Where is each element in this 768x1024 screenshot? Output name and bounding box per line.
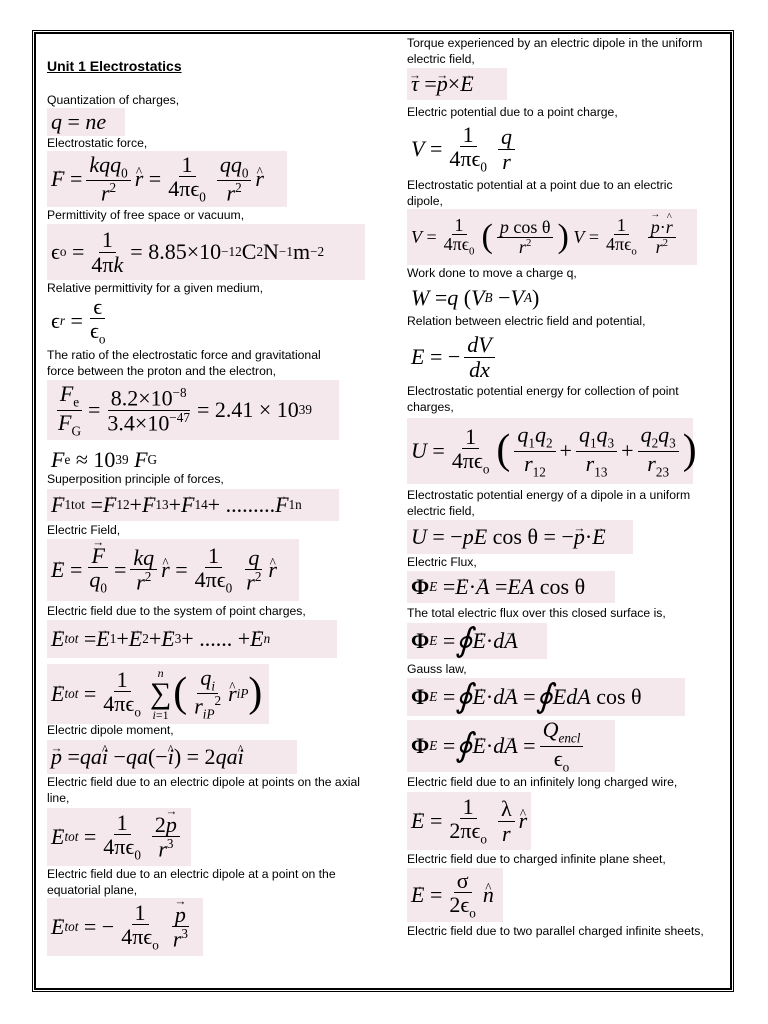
- torque-formula: → τ = → p × → E: [407, 68, 507, 100]
- gauss-label: Gauss law,: [407, 662, 467, 676]
- quantization-formula: q = ne: [47, 108, 125, 136]
- electrostatic-force-label: Electrostatic force,: [47, 136, 148, 150]
- equatorial-formula: → E tot = − $\frac{1}{4\pi\epsilon_o}$ → $\frac{p}{r^3}$: [47, 898, 203, 956]
- relative-permittivity-label: Relative permittivity for a given medium,: [47, 281, 264, 295]
- system-field-label: Electric field due to the system of point charges,: [47, 604, 306, 618]
- page-title: Unit 1 Electrostatics: [47, 58, 182, 74]
- dipole-moment-formula: → p = qa ^ i − qa (− ^ i ) = 2 qa ^ i: [47, 740, 297, 774]
- relative-permittivity-formula: ϵ r = $\frac{\epsilon}{\epsilon_o}$: [51, 294, 106, 347]
- gauss-formula-2: Φ E = ∮ → E · d → A = $\frac{Q_{encl}}{\epsilon_o}$: [407, 720, 615, 772]
- total-flux-formula: Φ E = ∮ → E · d → A: [407, 623, 547, 659]
- relation-formula: E = − $\frac{dV}{dx}$: [407, 330, 507, 384]
- ratio-approx-formula: F e ≈ 10 39 F G: [51, 447, 158, 472]
- work-formula: W = q ( V B − V A ): [411, 285, 540, 310]
- energy-collection-formula: U = $\frac{1}{4\pi\epsilon_o}$ ( $\frac{q_1q_2}{r_{12}}$ + $\frac{q_1q_3}{r_{13}}$ + $\frac{q_2q_3}{r_{23}}$ ): [407, 418, 693, 484]
- dipole-moment-label: Electric dipole moment,: [47, 723, 174, 737]
- gauss-formula-1: Φ E = ∮ → E · d → A = ∮ EdA cos θ: [407, 678, 685, 716]
- total-flux-label: The total electric flux over this closed surface is,: [407, 606, 666, 620]
- electric-field-label: Electric Field,: [47, 523, 121, 537]
- flux-formula: Φ E = → E · → A = EA cos θ: [407, 571, 615, 603]
- two-sheets-label: Electric field due to two parallel charged infinite sheets,: [407, 924, 704, 938]
- potential-point-label: Electric potential due to a point charge,: [407, 105, 618, 119]
- energy-dipole-label: Electrostatic potential energy of a dipole in a uniform electric field,: [407, 488, 691, 518]
- permittivity-label: Permittivity of free space or vacuum,: [47, 208, 245, 222]
- wire-formula: → E = $\frac{1}{2\pi\epsilon_o}$ $\frac{\lambda}{r}$ ^ r: [407, 792, 531, 850]
- plane-label: Electric field due to charged infinite plane sheet,: [407, 852, 666, 866]
- potential-dipole-formula: V = $\frac{1}{4\pi\epsilon_0}$ ( $\frac{\text{p cos θ}}{r^2}$ ) V = $\frac{1}{4\pi\epsilon_o}$ → $\frac{p\cdot\^{} r}{r^2}$: [407, 209, 697, 265]
- ratio-formula: $\frac{F_e}{F_G}$ = $\frac{8.2\times 10^{-8}}{3.4\times 10^{-47}}$ = 2.41 × 10 39: [47, 380, 339, 440]
- torque-label: Torque experienced by an electric dipole in the uniform electric field,: [407, 36, 703, 66]
- quantization-label: Quantization of charges,: [47, 93, 180, 107]
- relation-label: Relation between electric field and potential,: [407, 314, 646, 328]
- axial-label: Electric field due to an electric dipole at points on the axial line,: [47, 775, 360, 805]
- plane-formula: → E = $\frac{\sigma}{2\epsilon_o}$ ^ n: [407, 868, 503, 922]
- system-field-summation-formula: → E tot = $\frac{1}{4\pi\epsilon_o}$ n ∑ i=1 ( $\frac{q_i}{r_{iP}^2}$ ^ r iP ): [47, 664, 269, 724]
- superposition-label: Superposition principle of forces,: [47, 472, 224, 486]
- system-field-sum-formula: → E tot = → E 1 + → E 2 + → E 3 + ...... + → E n: [47, 620, 337, 658]
- equatorial-label: Electric field due to an electric dipole at a point on the equatorial plane,: [47, 867, 336, 897]
- work-label: Work done to move a charge q,: [407, 266, 577, 280]
- wire-label: Electric field due to an infinitely long charged wire,: [407, 775, 678, 789]
- energy-dipole-formula: U = − pE cos θ = − → p · → E: [407, 520, 633, 554]
- energy-collection-label: Electrostatic potential energy for collection of point charges,: [407, 384, 679, 414]
- flux-label: Electric Flux,: [407, 555, 477, 569]
- axial-formula: → E tot = $\frac{1}{4\pi\epsilon_0}$ $\frac{2\to p}{r^3}$: [47, 808, 191, 866]
- superposition-formula: → F 1 tot = → F 12 + → F 13 + → F 14 + ......... → F 1n: [47, 489, 339, 521]
- potential-dipole-label: Electrostatic potential at a point due to an electric dipole,: [407, 178, 673, 208]
- ratio-label: The ratio of the electrostatic force and gravitational force between the proton and the electron,: [47, 348, 321, 378]
- permittivity-formula: ϵ o = $\frac{1}{4\pi k}$ = 8.85×10 −12 C 2 N −1 m −2: [47, 224, 365, 280]
- potential-point-formula: V = $\frac{1}{4\pi\epsilon_0}$ $\frac{q}{r}$: [407, 120, 527, 178]
- coulomb-formula: → F = $\frac{kqq_0}{r^2}$ ^ r = $\frac{1}{4\pi\epsilon_0}$ $\frac{qq_0}{r^2}$ ^ r: [47, 151, 287, 207]
- electric-field-formula: → E = → $\frac{F}{q_0}$ = $\frac{kq}{r^2}$ ^ r = $\frac{1}{4\pi\epsilon_0}$ $\frac{q}{r^2}$ ^ r: [47, 539, 299, 601]
